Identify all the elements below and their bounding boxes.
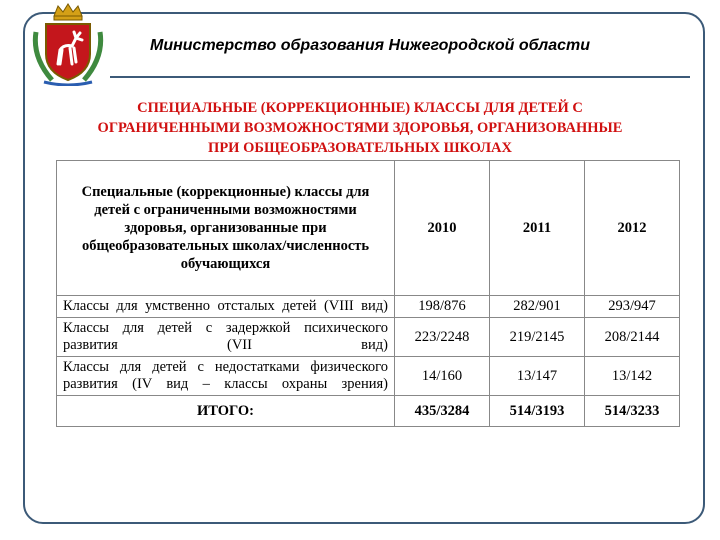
- ministry-title: Министерство образования Нижегородской области: [150, 37, 591, 54]
- title-line-3: ПРИ ОБЩЕОБРАЗОВАТЕЛЬНЫХ ШКОЛАХ: [208, 140, 512, 156]
- table-header-row: [57, 161, 680, 296]
- classes-table: [56, 160, 680, 427]
- row-label: Классы для детей с недостатками физического развития (IV вид – классы охраны зрения): [57, 357, 395, 396]
- row-value: 208/2144: [585, 318, 680, 357]
- header-divider: [110, 76, 690, 78]
- row-value: 14/160: [395, 357, 490, 396]
- table-row: [57, 318, 680, 357]
- total-value-2012: 514/3233: [585, 396, 680, 427]
- year-header-2010: 2010: [395, 161, 490, 296]
- row-label: Классы для детей с задержкой психического развития (VII вид): [57, 318, 395, 357]
- row-label: Классы для умственно отсталых детей (VIII вид): [57, 296, 395, 318]
- year-header-2011: 2011: [490, 161, 585, 296]
- row-value: 13/147: [490, 357, 585, 396]
- total-value-2010: 435/3284: [395, 396, 490, 427]
- table-total-row: [57, 396, 680, 427]
- row-value: 293/947: [585, 296, 680, 318]
- table-row: [57, 296, 680, 318]
- total-label: ИТОГО:: [57, 396, 395, 427]
- row-value: 282/901: [490, 296, 585, 318]
- table-row: [57, 357, 680, 396]
- row-value: 219/2145: [490, 318, 585, 357]
- title-line-1: СПЕЦИАЛЬНЫЕ (КОРРЕКЦИОННЫЕ) КЛАССЫ ДЛЯ ДЕТЕЙ С: [137, 100, 583, 116]
- coat-of-arms-icon: [30, 2, 106, 86]
- page-title: [0, 98, 720, 158]
- row-value: 198/876: [395, 296, 490, 318]
- header-label-cell: Специальные (коррекционные) классы для детей с ограниченными возможностями здоровья, организованные при общеобразовательных школах/численность обучающихся: [57, 161, 395, 296]
- row-value: 13/142: [585, 357, 680, 396]
- title-line-2: ОГРАНИЧЕННЫМИ ВОЗМОЖНОСТЯМИ ЗДОРОВЬЯ, ОРГАНИЗОВАННЫЕ: [97, 120, 623, 136]
- row-value: 223/2248: [395, 318, 490, 357]
- year-header-2012: 2012: [585, 161, 680, 296]
- total-value-2011: 514/3193: [490, 396, 585, 427]
